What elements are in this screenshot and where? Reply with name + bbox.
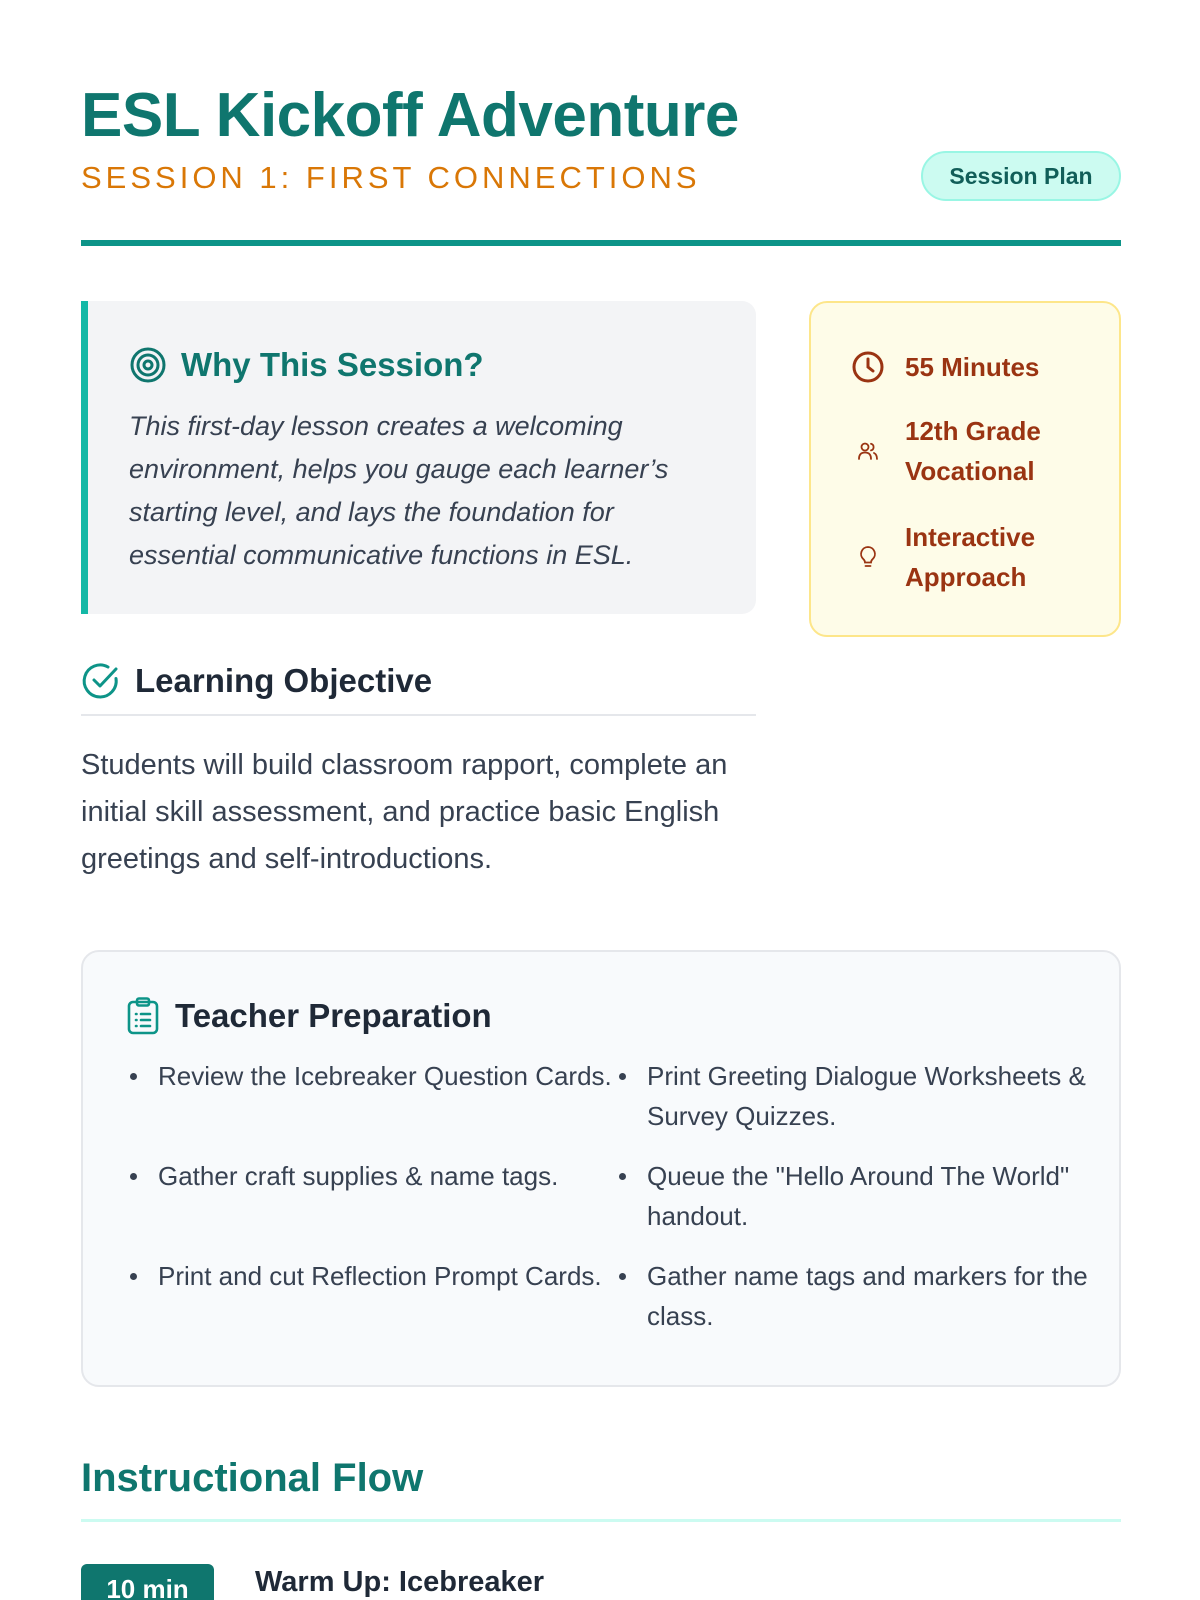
objective-text: Students will build classroom rapport, complete an initial skill assessment, and practice basic English greetings and self-introductions. [81,749,728,875]
prep-item: Print Greeting Dialogue Worksheets & Survey Quizzes. [616,1056,1091,1136]
step-time-badge: 10 min [81,1564,214,1600]
clock-icon [851,350,885,384]
audience-value: 12th Grade Vocational [905,416,1041,486]
users-icon [851,440,885,462]
approach-value: Interactive Approach [905,522,1036,592]
why-text: This first-day lesson creates a welcoming environment, helps you gauge each learner’s starting level, and lays the foundation for essential communicative functions in ESL. [129,411,669,570]
why-header [129,343,716,387]
prep-list [127,1056,1088,1346]
prep-item: Gather craft supplies & name tags. [127,1156,616,1196]
objective-title: Learning Objective [135,662,433,699]
prep-header [127,990,1079,1042]
approach-row [851,517,1099,597]
objective-header [81,656,756,716]
duration-row [851,347,1099,387]
flow-title: Instructional Flow [81,1456,424,1500]
why-title: Why This Session? [181,346,484,383]
prep-title: Teacher Preparation [175,997,492,1034]
lesson-plan-page [81,0,1121,1600]
prep-item: Gather name tags and markers for the class. [616,1256,1091,1336]
prep-item: Print and cut Reflection Prompt Cards. [127,1256,616,1296]
clipboard-icon [127,997,159,1035]
target-icon [129,346,167,384]
page-title: ESL Kickoff Adventure [81,81,739,150]
teacher-preparation-card [81,950,1121,1387]
title-divider [81,240,1121,246]
why-section [81,301,756,614]
audience-row [851,411,1099,491]
lightbulb-icon [851,545,885,569]
session-plan-badge: Session Plan [921,151,1121,201]
session-info-card [809,301,1121,637]
prep-item: Review the Icebreaker Question Cards. [127,1056,616,1096]
prep-item: Queue the "Hello Around The World" handout. [616,1156,1091,1236]
duration-value: 55 Minutes [905,352,1040,382]
step-title: Warm Up: Icebreaker [255,1566,545,1598]
check-circle-icon [81,661,121,701]
flow-divider [81,1519,1121,1522]
page-subtitle: SESSION 1: FIRST CONNECTIONS [81,160,701,195]
